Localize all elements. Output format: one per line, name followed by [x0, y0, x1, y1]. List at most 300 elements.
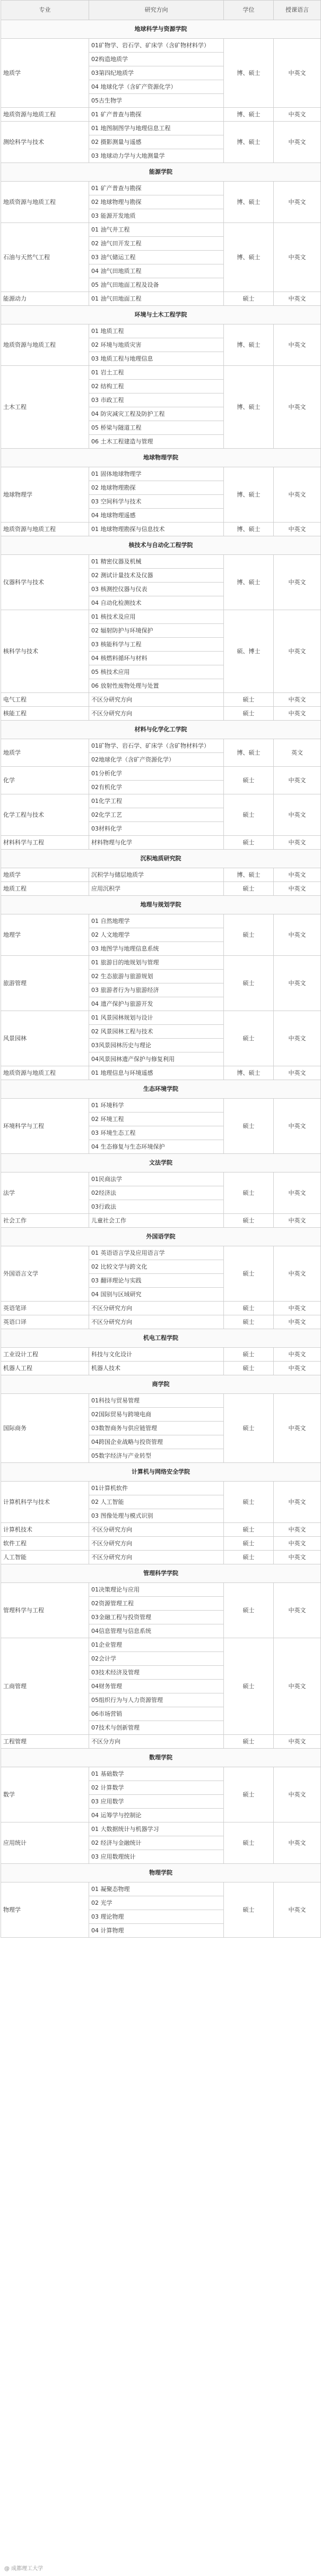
direction-cell: 01企业管理 [89, 1638, 224, 1652]
direction-cell: 02 人工智能 [89, 1495, 224, 1509]
college-name: 地球物理学院 [1, 449, 321, 467]
major-cell: 管理科学与工程 [1, 1583, 89, 1638]
major-cell: 土木工程 [1, 366, 89, 449]
table-row [1, 1099, 321, 1112]
degree-cell: 硕士 [224, 1482, 274, 1523]
table-row [1, 1523, 321, 1537]
direction-cell: 01 矿产普查与勘探 [89, 108, 224, 122]
direction-cell: 06 土木工程建造与管理 [89, 435, 224, 449]
degree-cell: 博、硕士 [224, 467, 274, 523]
degree-cell: 硕士 [224, 1638, 274, 1735]
degree-cell: 硕、博士 [224, 610, 274, 693]
table-row [1, 366, 321, 380]
language-cell: 中英文 [274, 1735, 321, 1749]
direction-cell: 02 比较文学与跨文化 [89, 1260, 224, 1274]
major-cell: 国际商务 [1, 1394, 89, 1463]
direction-cell: 01 地图制图学与地理信息工程 [89, 122, 224, 135]
direction-cell: 01矿物学、岩石学、矿床学（含矿物材料学） [89, 39, 224, 53]
major-cell: 英语笔译 [1, 1302, 89, 1315]
major-cell: 地质资源与地质工程 [1, 1066, 89, 1080]
college-name: 核技术与自动化工程学院 [1, 536, 321, 555]
table-row [1, 39, 321, 53]
direction-cell: 02 环境工程 [89, 1112, 224, 1126]
table-body [1, 20, 321, 1938]
direction-cell: 05组织行为与人力资源管理 [89, 1693, 224, 1707]
language-cell: 中英文 [274, 1246, 321, 1302]
direction-cell: 02有机化学 [89, 781, 224, 794]
major-cell: 材料科学与工程 [1, 836, 89, 850]
direction-cell: 03 地图学与地理信息系统 [89, 942, 224, 956]
college-name: 材料与化学化工学院 [1, 721, 321, 739]
direction-cell: 01化学工程 [89, 794, 224, 808]
table-row [1, 868, 321, 882]
language-cell: 中英文 [274, 1315, 321, 1329]
direction-cell: 03 空间科学与技术 [89, 495, 224, 509]
direction-cell: 02 计算数学 [89, 1781, 224, 1795]
language-cell: 中英文 [274, 1011, 321, 1066]
direction-cell: 03 理论物理 [89, 1910, 224, 1924]
direction-cell: 03第四纪地质学 [89, 66, 224, 80]
college-name: 计算机与网络安全学院 [1, 1463, 321, 1482]
degree-cell: 博、硕士 [224, 868, 274, 882]
direction-cell: 01科技与贸易管理 [89, 1394, 224, 1408]
direction-cell: 02 人文地理学 [89, 928, 224, 942]
language-cell: 中英文 [274, 1214, 321, 1228]
table-row [1, 1537, 321, 1551]
college-name: 地理与规划学院 [1, 896, 321, 914]
direction-cell: 06 放射性废物处理与处置 [89, 679, 224, 693]
direction-cell: 02 环境与地质灾害 [89, 338, 224, 352]
degree-cell: 硕士 [224, 1523, 274, 1537]
table-row [1, 1735, 321, 1749]
language-cell: 中英文 [274, 1638, 321, 1735]
language-cell: 中英文 [274, 767, 321, 794]
college-name: 环境与土木工程学院 [1, 306, 321, 324]
table-row [1, 767, 321, 781]
direction-cell: 04 地球物理遥感 [89, 509, 224, 523]
direction-cell: 01 大数据统计与机器学习 [89, 1822, 224, 1836]
direction-cell: 04 核燃料循环与材料 [89, 652, 224, 665]
language-cell: 中英文 [274, 1066, 321, 1080]
direction-cell: 02 地球物理与勘探 [89, 195, 224, 209]
major-cell: 化学工程与技术 [1, 794, 89, 836]
table-header [1, 1, 321, 20]
direction-cell: 03 地质工程与地理信息 [89, 352, 224, 366]
language-cell: 中英文 [274, 292, 321, 306]
degree-cell: 硕士 [224, 1735, 274, 1749]
language-cell: 中英文 [274, 108, 321, 122]
degree-cell: 硕士 [224, 693, 274, 707]
direction-cell: 01矿物学、岩石学、矿床学（含矿物材料学） [89, 739, 224, 753]
college-row [1, 1154, 321, 1173]
degree-cell: 硕士 [224, 836, 274, 850]
degree-cell: 硕士 [224, 1011, 274, 1066]
degree-cell: 硕士 [224, 1767, 274, 1822]
direction-cell: 03风景园林历史与理论 [89, 1039, 224, 1052]
direction-cell: 03 环境生态工程 [89, 1126, 224, 1140]
degree-cell: 硕士 [224, 794, 274, 836]
direction-cell: 04 计算物理 [89, 1924, 224, 1938]
major-cell: 工程管理 [1, 1735, 89, 1749]
direction-cell: 02 摄影测量与遥感 [89, 135, 224, 149]
degree-cell: 硕士 [224, 1302, 274, 1315]
direction-cell: 01 油气田地面工程 [89, 292, 224, 306]
direction-cell: 沉积学与储层地质学 [89, 868, 224, 882]
table-row [1, 1822, 321, 1836]
college-name: 地球科学与资源学院 [1, 20, 321, 39]
major-cell: 计算机技术 [1, 1523, 89, 1537]
direction-cell: 02 测试计量技术及仪器 [89, 569, 224, 583]
language-cell: 中英文 [274, 868, 321, 882]
college-name: 沉积地质研究院 [1, 850, 321, 868]
degree-cell: 博、硕士 [224, 122, 274, 163]
table-row [1, 610, 321, 624]
language-cell: 英文 [274, 739, 321, 767]
direction-cell: 01 核技术及应用 [89, 610, 224, 624]
direction-cell: 04 国别与区域研究 [89, 1288, 224, 1302]
major-cell: 地理学 [1, 914, 89, 956]
major-cell: 测绘科学与技术 [1, 122, 89, 163]
direction-cell: 04 遗产保护与旅游开发 [89, 997, 224, 1011]
language-cell: 中英文 [274, 956, 321, 1011]
header-degree: 学位 [224, 1, 274, 20]
direction-cell: 02 地球物理勘探 [89, 481, 224, 495]
direction-cell: 03技术经济及管理 [89, 1666, 224, 1680]
direction-cell: 02 生态旅游与旅游规划 [89, 970, 224, 983]
table-row [1, 707, 321, 721]
direction-cell: 01 固体地球物理学 [89, 467, 224, 481]
degree-cell: 硕士 [224, 1537, 274, 1551]
major-cell: 地质学 [1, 39, 89, 108]
table-row [1, 292, 321, 306]
direction-cell: 01 旅游目的地规划与管理 [89, 956, 224, 970]
direction-cell: 不区分研究方向 [89, 693, 224, 707]
degree-cell: 硕士 [224, 1583, 274, 1638]
college-row [1, 306, 321, 324]
direction-cell: 不区分研究方向 [89, 1537, 224, 1551]
table-row [1, 1882, 321, 1896]
direction-cell: 04 自动化检测技术 [89, 596, 224, 610]
direction-cell: 03 市政工程 [89, 393, 224, 407]
direction-cell: 04 生态修复与生态环境保护 [89, 1140, 224, 1154]
direction-cell: 03 核能科学与工程 [89, 638, 224, 652]
major-cell: 地质资源与地质工程 [1, 108, 89, 122]
direction-cell: 03 能源开发地质 [89, 209, 224, 223]
college-row [1, 1329, 321, 1348]
degree-cell: 硕士 [224, 882, 274, 896]
degree-cell: 硕士 [224, 767, 274, 794]
college-row [1, 896, 321, 914]
direction-cell: 02 辐射防护与环境保护 [89, 624, 224, 638]
table-row [1, 1066, 321, 1080]
direction-cell: 01 自然地理学 [89, 914, 224, 928]
direction-cell: 03 图像处理与模式识别 [89, 1509, 224, 1523]
direction-cell: 03 应用数理统计 [89, 1850, 224, 1864]
degree-cell: 硕士 [224, 292, 274, 306]
table-row [1, 1348, 321, 1362]
direction-cell: 03数智商务与供应链管理 [89, 1422, 224, 1435]
table-row [1, 1302, 321, 1315]
major-cell: 地质学 [1, 739, 89, 767]
direction-cell: 材料物理与化学 [89, 836, 224, 850]
table-row [1, 1394, 321, 1408]
language-cell: 中英文 [274, 1767, 321, 1822]
degree-cell: 硕士 [224, 1214, 274, 1228]
direction-cell: 不区分研究方向 [89, 1302, 224, 1315]
direction-cell: 机器人技术 [89, 1362, 224, 1375]
degree-cell: 博、硕士 [224, 182, 274, 223]
direction-cell: 05古生物学 [89, 94, 224, 108]
direction-cell: 01 油气井工程 [89, 223, 224, 237]
college-row [1, 721, 321, 739]
college-name: 文法学院 [1, 1154, 321, 1173]
college-row [1, 20, 321, 39]
language-cell: 中英文 [274, 1523, 321, 1537]
language-cell: 中英文 [274, 366, 321, 449]
direction-cell: 01 凝聚态物理 [89, 1882, 224, 1896]
direction-cell: 06市场营销 [89, 1707, 224, 1721]
major-cell: 机器人工程 [1, 1362, 89, 1375]
direction-cell: 04 地球化学（含矿产资源化学） [89, 80, 224, 94]
major-cell: 工商管理 [1, 1638, 89, 1735]
college-name: 机电工程学院 [1, 1329, 321, 1348]
degree-cell: 硕士 [224, 1348, 274, 1362]
table-row [1, 1767, 321, 1781]
direction-cell: 02 经济与金融统计 [89, 1836, 224, 1850]
language-cell: 中英文 [274, 1537, 321, 1551]
table-row [1, 956, 321, 970]
degree-cell: 博、硕士 [224, 555, 274, 610]
language-cell: 中英文 [274, 1482, 321, 1523]
direction-cell: 01 地球物理勘探与信息技术 [89, 523, 224, 536]
degree-cell: 博、硕士 [224, 366, 274, 449]
major-cell: 旅游管理 [1, 956, 89, 1011]
major-cell: 物理学 [1, 1882, 89, 1938]
direction-cell: 01 精密仪器及机械 [89, 555, 224, 569]
direction-cell: 不区分研究方向 [89, 1551, 224, 1564]
major-cell: 地球物理学 [1, 467, 89, 523]
college-row [1, 536, 321, 555]
college-row [1, 1864, 321, 1882]
direction-cell: 03金融工程与投资管理 [89, 1611, 224, 1624]
degree-cell: 博、硕士 [224, 39, 274, 108]
college-row [1, 1228, 321, 1246]
language-cell: 中英文 [274, 182, 321, 223]
language-cell: 中英文 [274, 1302, 321, 1315]
direction-cell: 不区分研究方向 [89, 1315, 224, 1329]
major-cell: 外国语言文学 [1, 1246, 89, 1302]
direction-cell: 02 光学 [89, 1896, 224, 1910]
major-cell: 法学 [1, 1173, 89, 1214]
direction-cell: 05 核技术应用 [89, 665, 224, 679]
major-cell: 软件工程 [1, 1537, 89, 1551]
table-row [1, 523, 321, 536]
language-cell: 中英文 [274, 223, 321, 292]
direction-cell: 02 风景园林工程与技术 [89, 1025, 224, 1039]
table-row [1, 1173, 321, 1186]
language-cell: 中英文 [274, 523, 321, 536]
header-major: 专业 [1, 1, 89, 20]
direction-cell: 应用沉积学 [89, 882, 224, 896]
direction-cell: 04 运筹学与控制论 [89, 1809, 224, 1822]
table-row [1, 882, 321, 896]
degree-cell: 硕士 [224, 1394, 274, 1463]
direction-cell: 02国际贸易与跨境电商 [89, 1408, 224, 1422]
program-table [1, 0, 321, 1938]
table-row [1, 1583, 321, 1597]
major-cell: 核能工程 [1, 707, 89, 721]
direction-cell: 02化学工艺 [89, 808, 224, 822]
language-cell: 中英文 [274, 693, 321, 707]
direction-cell: 04信息管理与信息系统 [89, 1624, 224, 1638]
degree-cell: 硕士 [224, 914, 274, 956]
major-cell: 核科学与技术 [1, 610, 89, 693]
language-cell: 中英文 [274, 324, 321, 366]
table-row [1, 122, 321, 135]
direction-cell: 02 结构工程 [89, 380, 224, 393]
degree-cell: 硕士 [224, 1099, 274, 1154]
watermark-text: @ 成都理工大学 [4, 2566, 44, 2572]
degree-cell: 硕士 [224, 1362, 274, 1375]
header-language: 授课语言 [274, 1, 321, 20]
table-row [1, 693, 321, 707]
direction-cell: 05 桥梁与隧道工程 [89, 421, 224, 435]
language-cell: 中英文 [274, 707, 321, 721]
major-cell: 地质资源与地质工程 [1, 523, 89, 536]
college-name: 物理学院 [1, 1864, 321, 1882]
major-cell: 地质资源与地质工程 [1, 182, 89, 223]
college-row [1, 850, 321, 868]
table-row [1, 108, 321, 122]
major-cell: 地质资源与地质工程 [1, 324, 89, 366]
major-cell: 电气工程 [1, 693, 89, 707]
direction-cell: 科技与文化设计 [89, 1348, 224, 1362]
language-cell: 中英文 [274, 1882, 321, 1938]
direction-cell: 01 岩土工程 [89, 366, 224, 380]
major-cell: 人工智能 [1, 1551, 89, 1564]
direction-cell: 04财务管理 [89, 1680, 224, 1693]
college-name: 生态环境学院 [1, 1080, 321, 1099]
degree-cell: 硕士 [224, 1246, 274, 1302]
degree-cell: 博、硕士 [224, 739, 274, 767]
table-row [1, 1551, 321, 1564]
direction-cell: 05数字经济与产业转型 [89, 1449, 224, 1463]
degree-cell: 博、硕士 [224, 108, 274, 122]
degree-cell: 硕士 [224, 956, 274, 1011]
direction-cell: 不区分方向 [89, 1735, 224, 1749]
language-cell: 中英文 [274, 1173, 321, 1214]
major-cell: 环境科学与工程 [1, 1099, 89, 1154]
degree-cell: 博、硕士 [224, 223, 274, 292]
direction-cell: 02经济法 [89, 1186, 224, 1200]
direction-cell: 04 防灾减灾工程及防护工程 [89, 407, 224, 421]
major-cell: 英语口译 [1, 1315, 89, 1329]
language-cell: 中英文 [274, 1822, 321, 1864]
direction-cell: 02构造地质学 [89, 53, 224, 66]
language-cell: 中英文 [274, 1348, 321, 1362]
major-cell: 应用统计 [1, 1822, 89, 1864]
direction-cell: 03 应用数学 [89, 1795, 224, 1809]
college-row [1, 1463, 321, 1482]
major-cell: 工业设计工程 [1, 1348, 89, 1362]
direction-cell: 01 英语语言学及应用语言学 [89, 1246, 224, 1260]
college-row [1, 1564, 321, 1583]
table-row [1, 836, 321, 850]
major-cell: 化学 [1, 767, 89, 794]
direction-cell: 01决策理论与应用 [89, 1583, 224, 1597]
table-row [1, 1482, 321, 1495]
table-row [1, 1214, 321, 1228]
table-row [1, 324, 321, 338]
direction-cell: 儿童社会工作 [89, 1214, 224, 1228]
table-row [1, 223, 321, 237]
language-cell: 中英文 [274, 914, 321, 956]
header-direction: 研究方向 [89, 1, 224, 20]
direction-cell: 04跨国企业战略与投资管理 [89, 1435, 224, 1449]
direction-cell: 03行政法 [89, 1200, 224, 1214]
degree-cell: 博、硕士 [224, 523, 274, 536]
degree-cell: 博、硕士 [224, 324, 274, 366]
direction-cell: 05 油气田地面工程及设备 [89, 278, 224, 292]
table-row [1, 739, 321, 753]
table-row [1, 914, 321, 928]
degree-cell: 博、硕士 [224, 1066, 274, 1080]
table-row [1, 794, 321, 808]
table-row [1, 1315, 321, 1329]
major-cell: 数学 [1, 1767, 89, 1822]
table-row [1, 1638, 321, 1652]
degree-cell: 硕士 [224, 1173, 274, 1214]
language-cell: 中英文 [274, 122, 321, 163]
language-cell: 中英文 [274, 882, 321, 896]
language-cell: 中英文 [274, 794, 321, 836]
college-name: 能源学院 [1, 163, 321, 182]
degree-cell: 硕士 [224, 1882, 274, 1938]
college-row [1, 449, 321, 467]
major-cell: 石油与天然气工程 [1, 223, 89, 292]
language-cell: 中英文 [274, 610, 321, 693]
college-row [1, 1375, 321, 1394]
table-row [1, 1011, 321, 1025]
college-row [1, 1749, 321, 1767]
language-cell: 中英文 [274, 467, 321, 523]
direction-cell: 03 地球动力学与大地测量学 [89, 149, 224, 163]
language-cell: 中英文 [274, 1551, 321, 1564]
direction-cell: 不区分研究方向 [89, 707, 224, 721]
table-row [1, 1246, 321, 1260]
college-name: 管理科学学院 [1, 1564, 321, 1583]
major-cell: 能源动力 [1, 292, 89, 306]
language-cell: 中英文 [274, 836, 321, 850]
direction-cell: 07技术与创新管理 [89, 1721, 224, 1735]
direction-cell: 01民商法学 [89, 1173, 224, 1186]
direction-cell: 03 翻译理论与实践 [89, 1274, 224, 1288]
degree-cell: 硕士 [224, 1315, 274, 1329]
direction-cell: 01 基础数学 [89, 1767, 224, 1781]
direction-cell: 01 地理信息与环境遥感 [89, 1066, 224, 1080]
language-cell: 中英文 [274, 1583, 321, 1638]
college-name: 外国语学院 [1, 1228, 321, 1246]
direction-cell: 02资源管理工程 [89, 1597, 224, 1611]
major-cell: 风景园林 [1, 1011, 89, 1066]
direction-cell: 01 风景园林规划与设计 [89, 1011, 224, 1025]
direction-cell: 01分析化学 [89, 767, 224, 781]
language-cell: 中英文 [274, 1394, 321, 1463]
direction-cell: 01 矿产普查与勘探 [89, 182, 224, 195]
direction-cell: 03材料化学 [89, 822, 224, 836]
direction-cell: 01计算机软件 [89, 1482, 224, 1495]
degree-cell: 硕士 [224, 1822, 274, 1864]
